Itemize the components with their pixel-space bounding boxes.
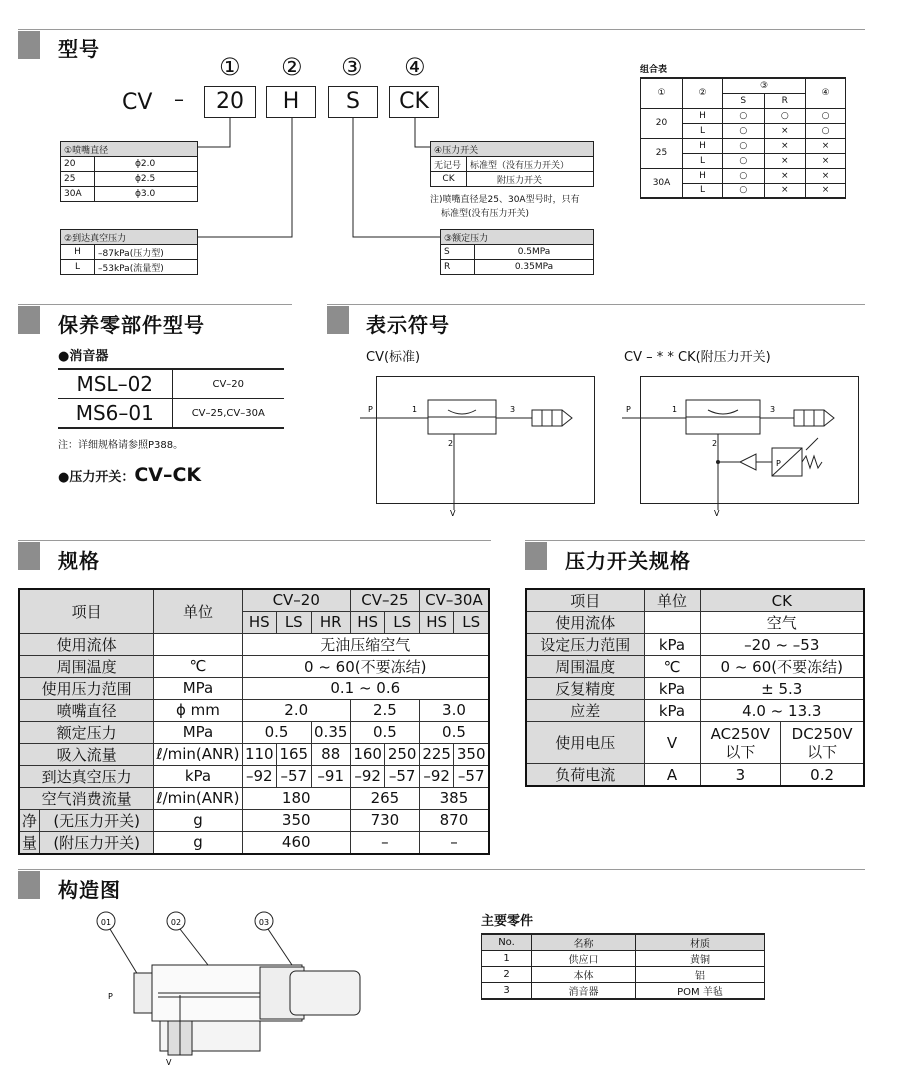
cell: 2.0 — [242, 699, 350, 721]
rated-pressure-table — [440, 229, 594, 275]
cell: ℃ — [644, 656, 700, 678]
svg-text:2: 2 — [712, 439, 718, 448]
psw-note-2: 标准型(没有压力开关) — [441, 209, 530, 219]
svg-text:3: 3 — [770, 405, 776, 414]
cell: –57 — [277, 765, 312, 787]
cell: H — [683, 138, 723, 153]
cell: 870 — [419, 809, 489, 831]
combo-h4: ④ — [806, 78, 846, 108]
cell: ○ — [723, 123, 765, 138]
ejector-symbol-ck — [622, 370, 872, 520]
cell: ℓ/min(ANR) — [154, 787, 242, 809]
cell: ○ — [764, 108, 806, 123]
cell: MPa — [154, 677, 242, 699]
spec-title: 规格 — [58, 549, 100, 573]
cell: S — [441, 245, 475, 260]
cell: 净 — [19, 809, 40, 831]
cell: 0 ~ 60(不要冻结) — [700, 656, 864, 678]
maint-note: 注：详细规格请参照P388。 — [58, 440, 184, 451]
cell: 20 — [61, 157, 95, 172]
symbol-title: 表示符号 — [366, 313, 450, 337]
cell: 无油压缩空气 — [242, 633, 489, 655]
cell: 负荷电流 — [526, 764, 644, 787]
cell: 30A — [61, 187, 95, 202]
psspec-title: 压力开关规格 — [565, 549, 691, 573]
cell: MSL–02 — [58, 369, 172, 399]
cell: × — [764, 153, 806, 168]
combo-h1: ① — [641, 78, 683, 108]
cell: 0.5MPa — [475, 245, 594, 260]
symbol-std-label: CV(标准) — [366, 350, 421, 365]
cell — [154, 633, 242, 655]
cell: CK — [700, 589, 864, 612]
cell: MPa — [154, 721, 242, 743]
cell: × — [806, 183, 846, 198]
cell: L — [683, 183, 723, 198]
cell: CV–25,CV–30A — [191, 407, 265, 419]
cell: H — [61, 245, 95, 260]
cell: ○ — [806, 123, 846, 138]
cell: –92 — [242, 765, 277, 787]
cell: 0.5 — [350, 721, 419, 743]
cell: 3 — [482, 983, 532, 1000]
cell: ○ — [806, 108, 846, 123]
cell: ϕ mm — [154, 699, 242, 721]
svg-text:1: 1 — [412, 405, 418, 414]
cell: HS — [419, 611, 454, 633]
cell: POM 羊毡 — [636, 983, 765, 1000]
num-4: ④ — [404, 53, 426, 81]
section-marker — [525, 542, 547, 570]
combo-h2: ② — [683, 78, 723, 108]
cell: (无压力开关) — [40, 809, 154, 831]
cell: H — [683, 108, 723, 123]
cell: 铝 — [636, 967, 765, 983]
cell: ○ — [723, 108, 765, 123]
num-2: ② — [281, 53, 303, 81]
cell: ○ — [723, 153, 765, 168]
cell: ○ — [723, 168, 765, 183]
cell: × — [806, 153, 846, 168]
cell: CV–20 — [242, 589, 350, 611]
cell: 单位 — [154, 589, 242, 633]
cell: –92 — [419, 765, 454, 787]
cell: 使用电压 — [526, 722, 644, 764]
cell — [644, 612, 700, 634]
combo-s: S — [723, 93, 765, 108]
cell: – — [419, 831, 489, 854]
cell: 名称 — [532, 934, 636, 951]
port-p: P — [368, 405, 373, 414]
section-marker — [327, 306, 349, 334]
cell: ± 5.3 — [700, 678, 864, 700]
structure-drawing — [90, 905, 380, 1075]
cell: 使用流体 — [19, 633, 154, 655]
cell: 空气消费流量 — [19, 787, 154, 809]
cell: 使用压力范围 — [19, 677, 154, 699]
struct-port-p: P — [108, 992, 113, 1001]
cell: kPa — [644, 634, 700, 656]
cell: CV–25 — [350, 589, 419, 611]
cell: 额定压力 — [19, 721, 154, 743]
cell: L — [683, 153, 723, 168]
cell: CV–20 — [172, 369, 284, 399]
cell: × — [764, 168, 806, 183]
cell: 0.5 — [242, 721, 311, 743]
cell: 吸入流量 — [19, 743, 154, 765]
cell: 3.0 — [419, 699, 489, 721]
num-1: ① — [219, 53, 241, 81]
rule — [18, 869, 865, 870]
cell: 周围温度 — [19, 655, 154, 677]
svg-text:1: 1 — [672, 405, 678, 414]
combo-table — [640, 77, 846, 199]
cell: L — [683, 123, 723, 138]
cell: LS — [385, 611, 420, 633]
cell: 喷嘴直径 — [19, 699, 154, 721]
code-box-4: CK — [389, 86, 439, 118]
cell: 350 — [242, 809, 350, 831]
cell: –57 — [454, 765, 489, 787]
cell: V — [644, 722, 700, 764]
callout-03: 03 — [258, 918, 270, 927]
cell: CK — [431, 172, 467, 187]
struct-port-v: V — [166, 1058, 172, 1067]
cell: 225 — [419, 743, 454, 765]
cell: –87kPa(压力型) — [95, 245, 198, 260]
cell: 量 — [19, 831, 40, 854]
cell: 供应口 — [532, 951, 636, 967]
psspec-table — [525, 588, 865, 787]
model-title: 型号 — [58, 37, 100, 61]
parts-table — [481, 933, 765, 1000]
cell: kPa — [644, 678, 700, 700]
cell: 110 — [242, 743, 277, 765]
model-dash: – — [174, 87, 184, 111]
cell: × — [764, 138, 806, 153]
cell: – — [350, 831, 419, 854]
rule — [525, 540, 865, 541]
maint-title: 保养零部件型号 — [58, 313, 205, 337]
cell: 应差 — [526, 700, 644, 722]
section-marker — [18, 871, 40, 899]
cell: LS — [454, 611, 489, 633]
cell: R — [441, 260, 475, 275]
psw-note-1: 注)喷嘴直径是25、30A型号时，只有 — [430, 195, 580, 205]
spec-table — [18, 588, 490, 855]
cell: LS — [277, 611, 312, 633]
cell: –20 ~ –53 — [700, 634, 864, 656]
cell: 88 — [311, 743, 350, 765]
cell: ○ — [723, 138, 765, 153]
num-3: ③ — [341, 53, 363, 81]
cell: HS — [242, 611, 277, 633]
cell: 180 — [242, 787, 350, 809]
nozzle-title: ①喷嘴直径 — [61, 142, 198, 157]
cell: DC250V 以下 — [781, 722, 864, 764]
svg-text:P: P — [776, 459, 781, 468]
cell: MS6–01 — [58, 399, 172, 429]
cell: –57 — [385, 765, 420, 787]
cell: (附压力开关) — [40, 831, 154, 854]
cell: A — [644, 764, 700, 787]
cell: 0.35 — [311, 721, 350, 743]
cell: 单位 — [644, 589, 700, 612]
rule — [18, 304, 292, 305]
cell: HR — [311, 611, 350, 633]
psw-label: ●压力开关：CV–CK — [58, 464, 202, 486]
vacuum-table — [60, 229, 198, 275]
code-box-2: H — [266, 86, 316, 118]
svg-text:2: 2 — [448, 439, 454, 448]
combo-title: 组合表 — [640, 65, 668, 75]
svg-text:V: V — [714, 509, 720, 518]
callout-01: 01 — [100, 918, 112, 927]
callout-02: 02 — [170, 918, 182, 927]
rule — [327, 304, 865, 305]
cell: 1 — [482, 951, 532, 967]
cell: 0 ~ 60(不要冻结) — [242, 655, 489, 677]
cell: kPa — [644, 700, 700, 722]
cell: × — [806, 138, 846, 153]
section-marker — [18, 306, 40, 334]
symbol-ck-label: CV – * * CK(附压力开关) — [624, 350, 771, 365]
cell: No. — [482, 934, 532, 951]
cell: ϕ2.0 — [95, 157, 198, 172]
cell: 25 — [61, 172, 95, 187]
cell: 附压力开关 — [467, 172, 594, 187]
svg-text:3: 3 — [510, 405, 516, 414]
cell: AC250V 以下 — [700, 722, 781, 764]
cell: kPa — [154, 765, 242, 787]
cell: × — [764, 183, 806, 198]
silencer-label: ●消音器 — [58, 349, 109, 364]
cell: ℃ — [154, 655, 242, 677]
cell: 项目 — [526, 589, 644, 612]
cell: CV–30A — [419, 589, 489, 611]
cell: 30A — [641, 168, 683, 198]
cell: × — [764, 123, 806, 138]
cell: 385 — [419, 787, 489, 809]
rule — [18, 540, 491, 541]
cell: × — [806, 168, 846, 183]
code-box-3: S — [328, 86, 378, 118]
cell: ϕ3.0 — [95, 187, 198, 202]
cell: 到达真空压力 — [19, 765, 154, 787]
port-v: V — [450, 509, 456, 518]
ejector-symbol-std — [360, 370, 610, 520]
silencer-table — [58, 368, 284, 429]
cell: 3 — [700, 764, 781, 787]
cell: 材质 — [636, 934, 765, 951]
code-box-1: 20 — [204, 86, 256, 118]
cell: 250 — [385, 743, 420, 765]
cell: ℓ/min(ANR) — [154, 743, 242, 765]
cell: 0.1 ~ 0.6 — [242, 677, 489, 699]
cell: 消音器 — [532, 983, 636, 1000]
cell: 2.5 — [350, 699, 419, 721]
cell: –92 — [350, 765, 385, 787]
rated-title: ③额定压力 — [441, 230, 594, 245]
svg-text:P: P — [626, 405, 631, 414]
model-prefix: CV — [122, 90, 153, 115]
cell: 25 — [641, 138, 683, 168]
cell: 周围温度 — [526, 656, 644, 678]
cell: 730 — [350, 809, 419, 831]
cell: 0.35MPa — [475, 260, 594, 275]
cell: HS — [350, 611, 385, 633]
struct-title: 构造图 — [58, 878, 121, 902]
cell: L — [61, 260, 95, 275]
cell: 2 — [482, 967, 532, 983]
cell: 使用流体 — [526, 612, 644, 634]
cell: 0.2 — [781, 764, 864, 787]
vacuum-title: ②到达真空压力 — [61, 230, 198, 245]
combo-r: R — [764, 93, 806, 108]
cell: 165 — [277, 743, 312, 765]
parts-title: 主要零件 — [481, 914, 534, 929]
cell: g — [154, 831, 242, 854]
cell: 空气 — [700, 612, 864, 634]
cell: 黄铜 — [636, 951, 765, 967]
cell: 0.5 — [419, 721, 489, 743]
cell: H — [683, 168, 723, 183]
cell: –91 — [311, 765, 350, 787]
combo-h3: ③ — [723, 78, 806, 93]
cell: 350 — [454, 743, 489, 765]
cell: 20 — [641, 108, 683, 138]
section-marker — [18, 542, 40, 570]
cell: 460 — [242, 831, 350, 854]
cell: ϕ2.5 — [95, 172, 198, 187]
cell: 265 — [350, 787, 419, 809]
cell: –53kPa(流量型) — [95, 260, 198, 275]
nozzle-table — [60, 141, 198, 202]
cell: 本体 — [532, 967, 636, 983]
psw-title: ④压力开关 — [431, 142, 594, 157]
cell: 设定压力范围 — [526, 634, 644, 656]
cell: g — [154, 809, 242, 831]
cell: 项目 — [19, 589, 154, 633]
cell: 4.0 ~ 13.3 — [700, 700, 864, 722]
cell: 标准型（没有压力开关） — [467, 157, 594, 172]
cell: ○ — [723, 183, 765, 198]
cell: 160 — [350, 743, 385, 765]
pressure-switch-table — [430, 141, 594, 187]
cell: 反复精度 — [526, 678, 644, 700]
cell: 无记号 — [431, 157, 467, 172]
